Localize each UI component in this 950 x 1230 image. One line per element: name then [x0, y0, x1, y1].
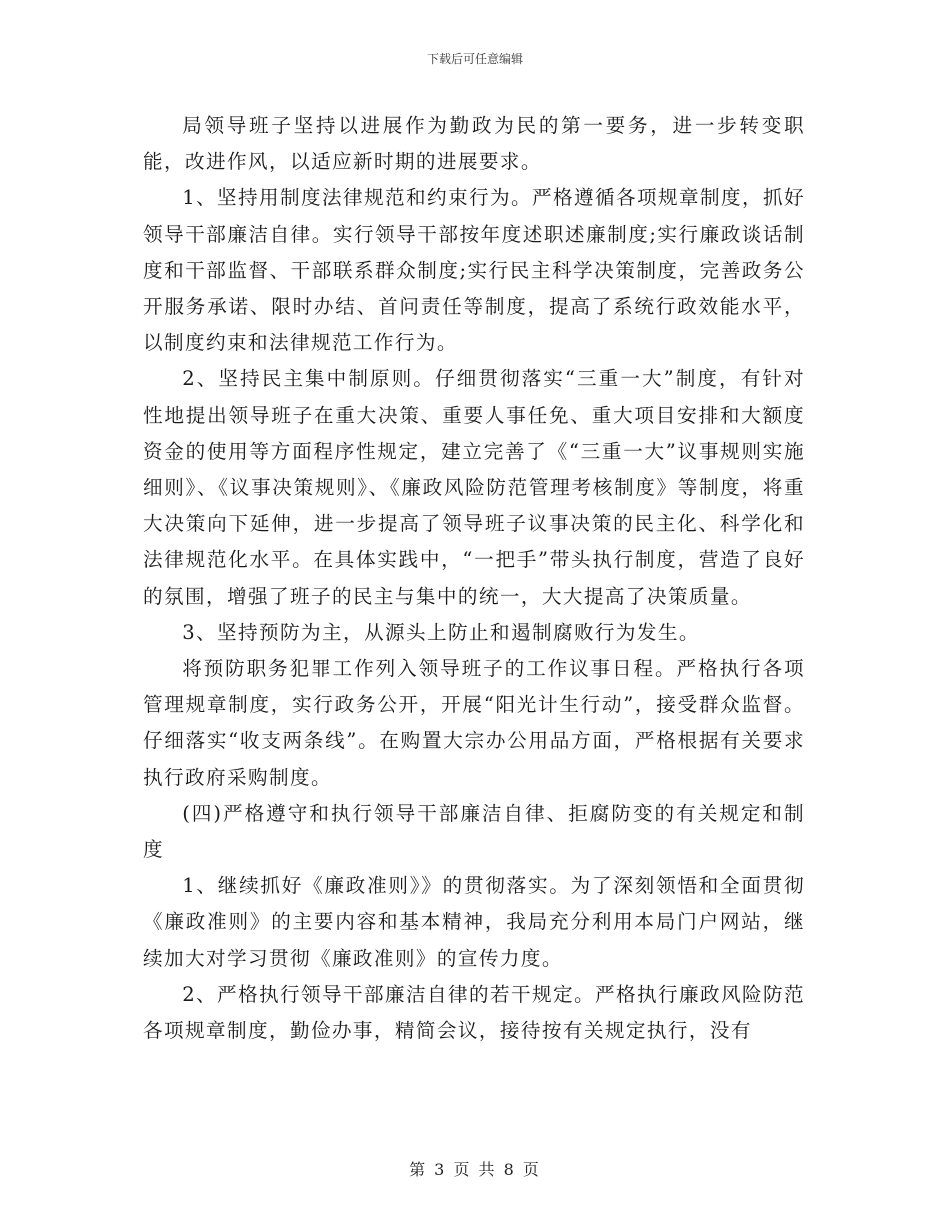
page-header-note: 下载后可任意编辑	[426, 52, 523, 66]
paragraph-item-2-democratic-centralism: 2、坚持民主集中制原则。仔细贯彻落实“三重一大”制度，有针对性地提出领导班子在重大决策、重要人事任免、重大项目安排和大额度资金的使用等方面程序性规定，建立完善了《“三重一大”议事规则实施细则》、《议事决策规则》、《廉政风险防范管理考核制度》等制度，将重大决策向下延伸，进一步提高了领导班子议事决策的民主化、科学化和法律规范化水平。在具体实践中，“一把手”带头执行制度，营造了良好的氛围，增强了班子的民主与集中的统一，大大提高了决策质量。	[143, 367, 805, 608]
paragraph-item-1-integrity-code: 1、继续抓好《廉政准则》》的贯彻落实。为了深刻领悟和全面贯彻《廉政准则》的主要内容和基本精神，我局充分利用本局门户网站，继续加大对学习贯彻《廉政准则》的宣传力度。	[143, 874, 805, 970]
section-heading-four: (四)严格遵守和执行领导干部廉洁自律、拒腐防变的有关规定和制度	[143, 801, 805, 862]
paragraph-item-2-self-discipline: 2、严格执行领导干部廉洁自律的若干规定。严格执行廉政风险防范各项规章制度，勤俭办事，精简会议，接待按有关规定执行，没有	[143, 982, 805, 1043]
paragraph-item-1-institutions: 1、坚持用制度法律规范和约束行为。严格遵循各项规章制度，抓好领导干部廉洁自律。实行领导干部按年度述职述廉制度;实行廉政谈话制度和干部监督、干部联系群众制度;实行民主科学决策制度，完善政务公开服务承诺、限时办结、首问责任等制度，提高了系统行政效能水平，以制度约束和法律规范工作行为。	[143, 186, 805, 355]
document-body	[143, 108, 805, 1049]
paragraph-intro: 局领导班子坚持以进展作为勤政为民的第一要务，进一步转变职能，改进作风，以适应新时期的进展要求。	[143, 114, 805, 174]
paragraph-prevention-detail: 将预防职务犯罪工作列入领导班子的工作议事日程。严格执行各项管理规章制度，实行政务公开，开展“阳光计生行动”，接受群众监督。仔细落实“收支两条线”。在购置大宗办公用品方面，严格根据有关要求执行政府采购制度。	[143, 657, 805, 789]
page-number-footer: 第 3 页 共 8 页	[409, 1160, 541, 1179]
paragraph-item-3-prevention: 3、坚持预防为主，从源头上防止和遏制腐败行为发生。	[182, 620, 700, 644]
